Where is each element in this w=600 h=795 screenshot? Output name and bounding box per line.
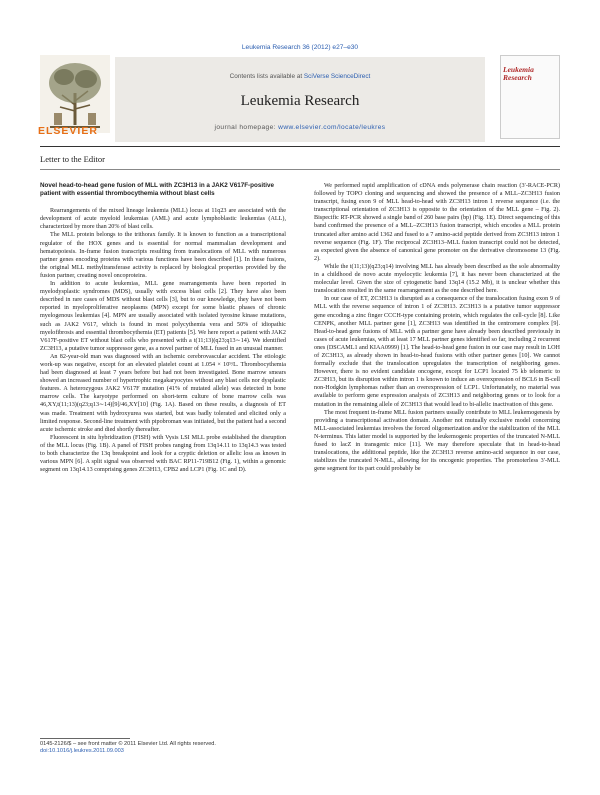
homepage-prefix: journal homepage: bbox=[214, 124, 279, 131]
contents-prefix: Contents lists available at bbox=[229, 73, 304, 80]
publisher-name: ELSEVIER bbox=[38, 125, 98, 137]
body-paragraph: Fluorescent in situ hybridization (FISH) with Vysis LSI MLL probe established the disruption of the MLL locus (Fig. 1B). A panel of FISH probes ranging from 13q14.11 to 13q14.3 was tested to both characterize the 13q breakpoint and look for a cryptic deletion or allelic loss as known in various MPN [6]. A split signal was observed with BAC RP11-719B12 (Fig. 1), within a genomic segment on 13q14.13 comprising genes ZC3H13, CPB2 and LCP1 (Fig. 1C and D). bbox=[40, 434, 286, 474]
footer-divider bbox=[40, 738, 130, 739]
contents-line bbox=[115, 73, 485, 80]
header-divider bbox=[40, 146, 560, 147]
left-column bbox=[40, 182, 286, 474]
journal-reference[interactable]: Leukemia Research 36 (2012) e27–e30 bbox=[241, 44, 359, 51]
journal-title: Leukemia Research bbox=[240, 93, 360, 109]
cover-title: Leukemia Research bbox=[503, 65, 534, 82]
article-title: Novel head-to-head gene fusion of MLL with ZC3H13 in a JAK2 V617F-positive patient with essential thrombocythemia without blast cells bbox=[40, 182, 274, 198]
homepage-line bbox=[115, 124, 485, 131]
body-paragraph: Rearrangements of the mixed lineage leukemia (MLL) locus at 11q23 are associated with the development of acute myeloid leukemias (AML) and acute lymphoblastic leukemias (ALL), characterized by more than 20% of blast cells. bbox=[40, 208, 286, 231]
body-paragraph: While the t(11;13)(q23;q14) involving MLL has already been described as the sole abnormality in a childhood de novo acute myelocytic leukemia [7], it has never been characterized at the molecular level. Given the size of cytogenetic band 13q14 (15.2 Mb), it is unclear whether this translocation resulted in the same rearrangement as the one described here. bbox=[314, 263, 560, 295]
elsevier-tree-logo-icon bbox=[40, 55, 110, 133]
homepage-link[interactable]: www.elsevier.com/locate/leukres bbox=[278, 124, 386, 131]
sciencedirect-link[interactable]: SciVerse ScienceDirect bbox=[303, 73, 371, 80]
section-divider bbox=[40, 169, 560, 170]
right-column bbox=[314, 182, 560, 473]
doi-link[interactable]: doi:10.1016/j.leukres.2011.09.003 bbox=[40, 748, 124, 754]
body-paragraph: An 82-year-old man was diagnosed with an ischemic cerebrovascular accident. The etiologic work-up was negative, except for an elevated platelet count at 1.054 × 10⁹/L. Thrombocythemia had been diagnosed at least 7 years before but had not been investigated. Bone marrow smears showed an increased number of hypertrophic megakaryocytes without any blast cells nor dysplastic features. A heterozygous JAK2 V617F mutation (41% of mutated allele) was detected in bone marrow cells. The karyotype performed on short-term culture of bone marrow cells was 46,XY,t(11;13)(q23;q13∼14)[9]/46,XY[10] (Fig. 1A). Based on these results, a diagnosis of ET was made. Treatment with hydroxyurea was started, but was badly tolerated and elicited only a limited response. Second-line treatment with pipobroman was initiated, but the patient had a second acute ischemic stroke and died shortly thereafter. bbox=[40, 353, 286, 433]
section-heading: Letter to the Editor bbox=[40, 154, 105, 164]
body-paragraph: The most frequent in-frame MLL fusion partners usually contribute to MLL leukemogenesis by providing a transcriptional activation domain. Another not mutually exclusive model concerning MLL-associated leukemias involves the forced oligomerization and/or the stabilization of the MLL N-terminus. This latter model is supported by the leukemogenic properties of the truncated N-MLL fused to lacZ in transgenic mice [11]. We may therefore speculate that in head-to-head translocations, the additional peptide, like the ZC3H13 reverse amino-acid sequence in our case, stabilizes the truncated N-MLL, allowing for its oncogenic properties. The promoterless 3′-MLL gene segment for its part could probably be bbox=[314, 409, 560, 473]
body-paragraph: In our case of ET, ZC3H13 is disrupted as a consequence of the translocation fusing exon 9 of MLL with the reverse sequence of intron 1 of ZC3H13. ZC3H13 is a putative tumor suppressor gene encoding a zinc finger CCCH-type containing protein, which regulates the cell-cycle [8]. Like CENPK, another MLL partner gene [1], ZC3H13 was identified in the centromere complex [9]. Head-to-head gene fusions of MLL with a partner gene have already been described previously in cases of acute leukemias, with at least 17 MLL partner genes identified so far, including 2 recurrent ones (DSCAML1 and KIAA0999) [1]. The head-to-head gene fusion in our case may result in LOH of ZC3H13, as already shown in head-to-head fusions with other partner genes [10]. We cannot formally exclude that the translocation upregulates the transcription of neighboring genes. However, there is no evident candidate oncogene, except for LCP1 located 75 kb telomeric to ZC3H13, but its disruption within intron 1 is known to induce an overexpression of BCL6 in B-cell non-Hodgkin lymphomas rather than an overexpression of LCP1. Unfortunately, no material was available to perform gene expression analysis of ZC3H13 and neighboring genes or to look for a mutation in the remaining allele of ZC3H13 that would lead to bi-allelic inactivation of this gene. bbox=[314, 296, 560, 408]
body-paragraph: In addition to acute leukemias, MLL gene rearrangements have been reported in myelodysplastic syndromes (MDS), usually with excess blast cells [2]. They have also been described in rare cases of MDS without blast cells [3], but to our knowledge, they have not been reported in myeloproliferative neoplasms (MPN) except for some blastic phases of chronic myelogenous leukemias [4]. MPN are usually associated with isolated tyrosine kinase mutations, such as JAK2 V617, which is found in most polycythemia vera and 50% of idiopathic myelofibrosis and essential thrombocythemia (ET) patients [5]. We here report a patient with JAK2 V617F-positive ET without blast cells who presented with a t(11;13)(q23;q13∼14). We identified ZC3H13, a putative tumor suppressor gene, as a novel partner of MLL fused in an unusual manner. bbox=[40, 281, 286, 352]
body-paragraph: We performed rapid amplification of cDNA ends polymerase chain reaction (3′-RACE-PCR) followed by TOPO cloning and sequencing and showed the presence of a MLL–ZC3H13 fusion transcript, fusing exon 9 of MLL head-to-head with ZC3H13 intron 1 reverse sequence (i.e. the transcriptional orientation of ZC3H13 is opposite to the orientation of the MLL gene – Fig. 2). Bispecific RT-PCR showed a single band of 260 base pairs (bp) (Fig. 1E). Direct sequencing of this band confirmed the presence of a MLL–ZC3H13 fusion transcript, which encodes a MLL protein truncated after amino acid 1362 and fused to a 7 amino-acid peptide derived from ZC3H13 intron 1 reverse sequence (Fig. 1F). The reciprocal ZC3H13–MLL fusion transcript could not be detected, as expected given the absence of canonical gene promoter on the derivative chromosome 13 (Fig. 2). bbox=[314, 183, 560, 262]
footer bbox=[40, 741, 216, 755]
issn-line: 0145-2126/$ – see front matter © 2011 Elsevier Ltd. All rights reserved. bbox=[40, 741, 216, 747]
body-paragraph: The MLL protein belongs to the trithorax family. It is known to function as a transcriptional regulator of the HOX genes and is essential for normal mammalian development and hematopoiesis. In-frame fusion transcripts resulting from translocations of MLL with numerous partner genes encoding proteins with various functions have been described [1]. In these fusions, the original MLL methyltransferase activity is replaced by biological properties provided by the fusion partner, creating novel oncoproteins. bbox=[40, 232, 286, 279]
